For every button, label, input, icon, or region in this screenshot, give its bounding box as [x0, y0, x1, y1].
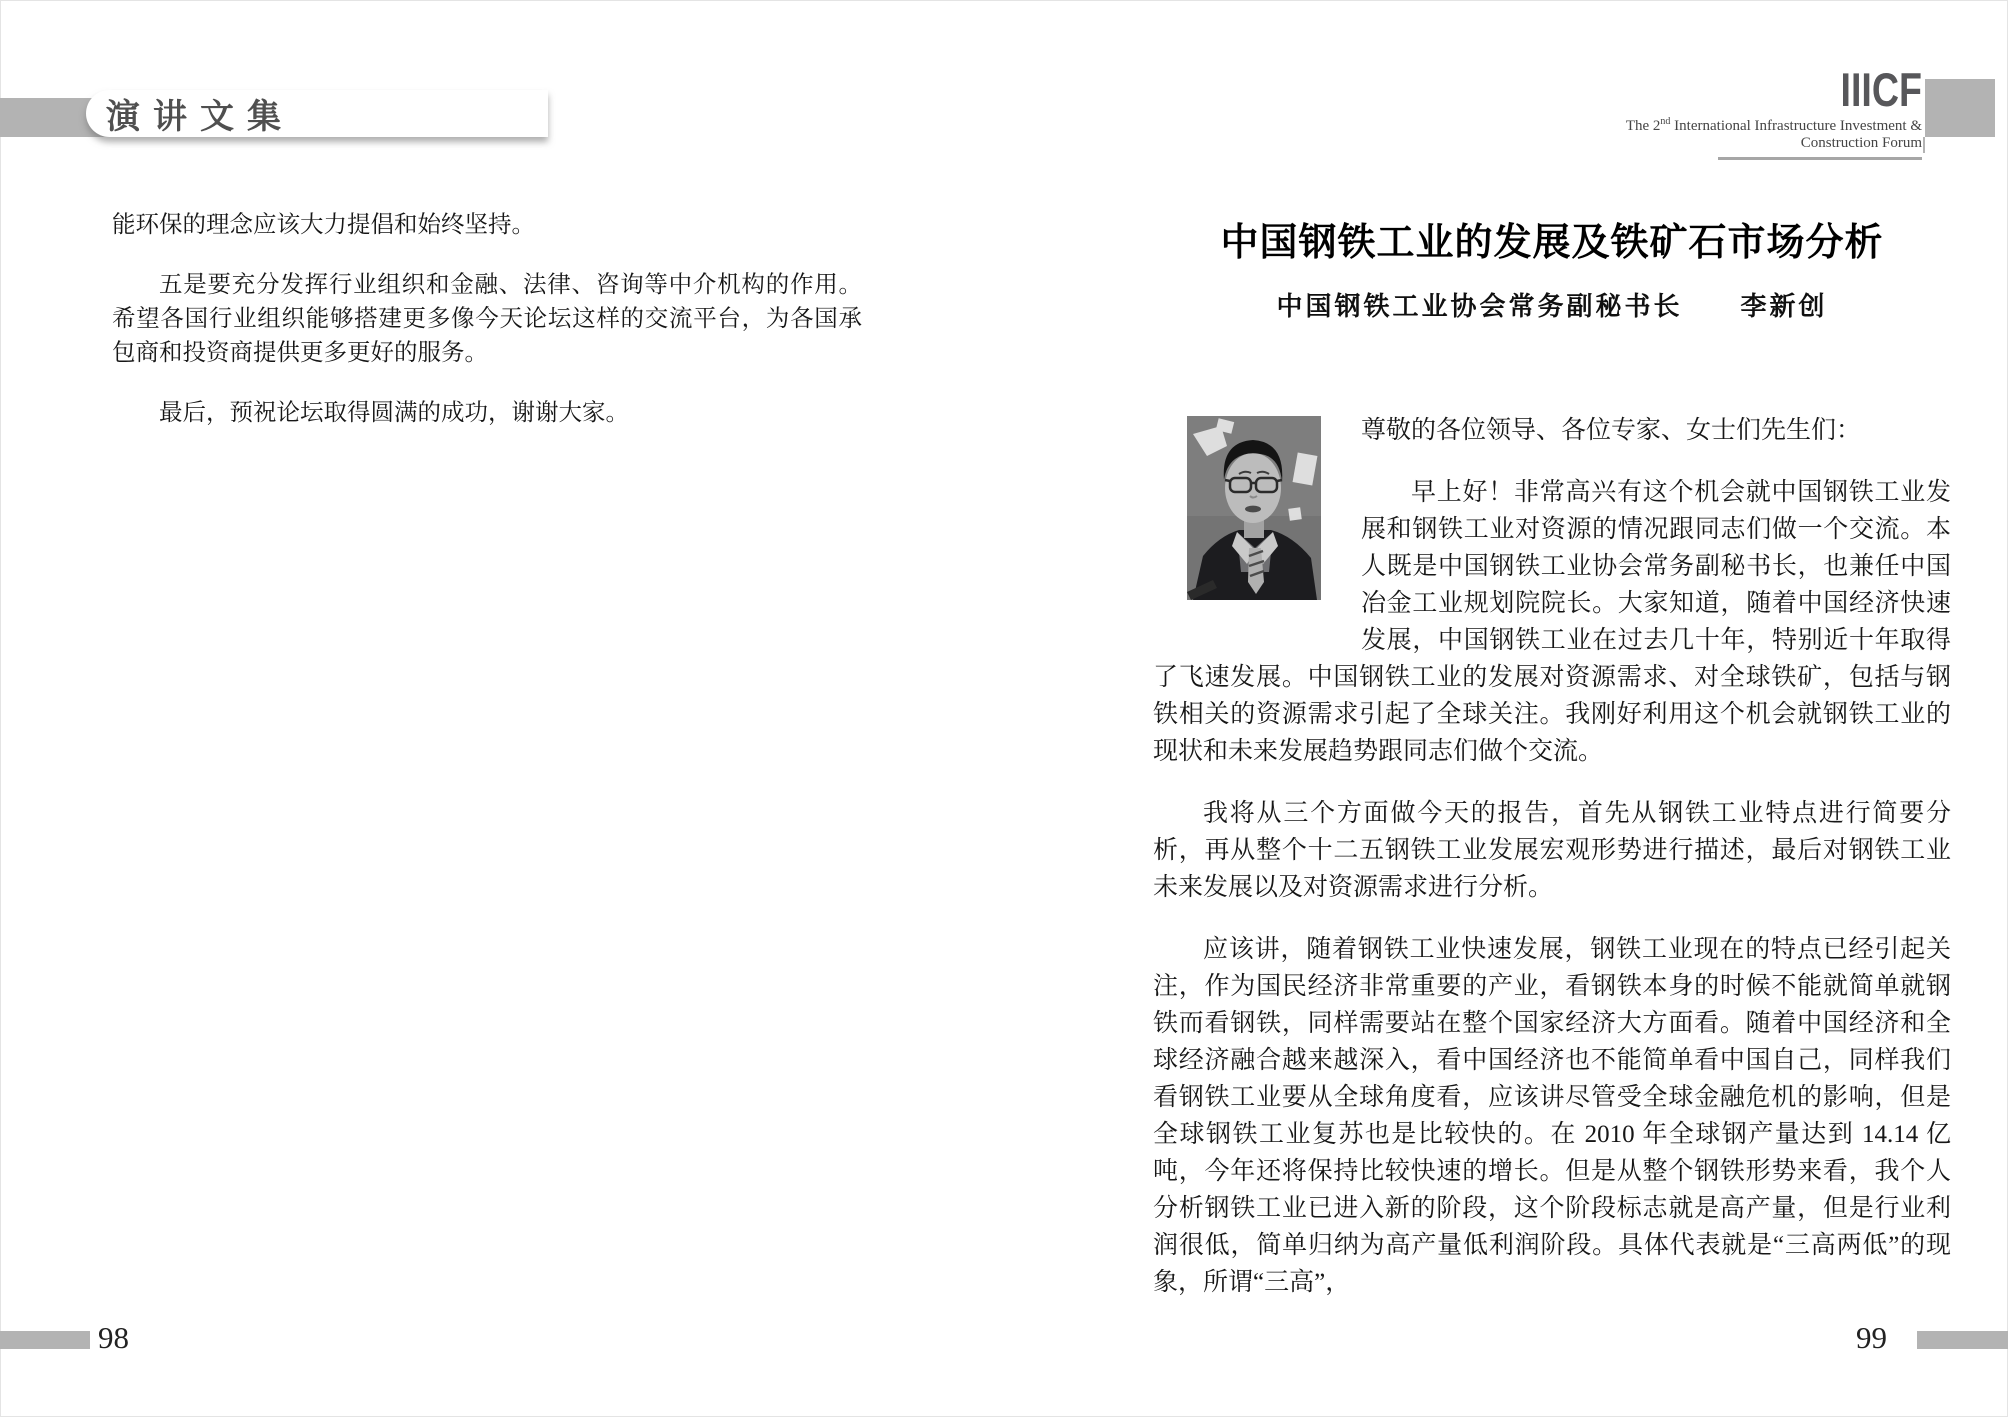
corner-block [1925, 79, 1995, 137]
footer-bar-left [0, 1331, 90, 1349]
logo-acronym: IIICF [1840, 63, 1922, 116]
logo-underline [1718, 157, 1922, 160]
article-title: 中国钢铁工业的发展及铁矿石市场分析 [1220, 222, 1884, 264]
article-body [1153, 412, 1951, 1301]
paragraph: 早上好！非常高兴有这个机会就中国钢铁工业发展和钢铁工业对资源的情况跟同志们做一个交流。本人既是中国钢铁工业协会常务副秘书长，也兼任中国冶金工业规划院院长。大家知道，随着中国经济快速发展，中国钢铁工业在过去几十年，特别近十年取得了飞速发展。中国钢铁工业的发展对资源需求、对全球铁矿，包括与钢铁相关的资源需求引起了全球关注。我刚好利用这个机会就钢铁工业的现状和未来发展趋势跟同志们做个交流。 [1153, 479, 1951, 765]
paragraph: 应该讲，随着钢铁工业快速发展，钢铁工业现在的特点已经引起关注，作为国民经济非常重要的产业，看钢铁本身的时候不能就简单就钢铁而看钢铁，同样需要站在整个国家经济大方面看。随着中国经济和全球经济融合越来越深入，看中国经济也不能简单看中国自己，同样我们看钢铁工业要从全球角度看，应该讲尽管受全球金融危机的影响，但是全球钢铁工业复苏也是比较快的。在 2010 年全球钢产量达到 14.14 亿吨，今年还将保持比较快速的增长。但是从整个钢铁形势来看，我个人分析钢铁工业已进入新的阶段，这个阶段标志就是高产量，但是行业利润很低，简单归纳为高产量低利润阶段。具体代表就是“三高两低”的现象，所谓“三高”， [1153, 936, 1951, 1296]
article-byline: 中国钢铁工业协会常务副秘书长 李新创 [1276, 292, 1828, 321]
page-number-right: 99 [1856, 1320, 1887, 1355]
collection-title-pill [86, 90, 548, 137]
corner-tick [1923, 137, 1925, 153]
left-page [112, 208, 862, 456]
page-number-left: 98 [98, 1320, 129, 1355]
paragraph: 能环保的理念应该大力提倡和始终坚持。 [112, 212, 535, 238]
paragraph: 五是要充分发挥行业组织和金融、法律、咨询等中介机构的作用。希望各国行业组织能够搭建更多像今天论坛这样的交流平台，为各国承包商和投资商提供更多更好的服务。 [112, 272, 862, 366]
right-page [1153, 220, 1951, 1326]
forum-logo [1560, 63, 1922, 160]
speaker-photo [1187, 416, 1321, 600]
logo-subtitle-line1-pre: The 2 [1625, 118, 1661, 134]
collection-title: 演讲文集 [106, 98, 294, 136]
logo-subtitle [1560, 113, 1922, 152]
paragraph: 尊敬的各位领导、各位专家、女士们先生们： [1361, 417, 1862, 444]
paragraph: 最后，预祝论坛取得圆满的成功，谢谢大家。 [159, 400, 629, 426]
footer-bar-right [1917, 1331, 2008, 1349]
paragraph: 我将从三个方面做今天的报告，首先从钢铁工业特点进行简要分析，再从整个十二五钢铁工业发展宏观形势进行描述，最后对钢铁工业未来发展以及对资源需求进行分析。 [1153, 800, 1951, 901]
logo-subtitle-ordinal: nd [1660, 116, 1671, 127]
logo-subtitle-line1-rest: International Infrastructure Investment & [1670, 118, 1922, 134]
logo-subtitle-line2: Construction Forum [1800, 135, 1922, 151]
